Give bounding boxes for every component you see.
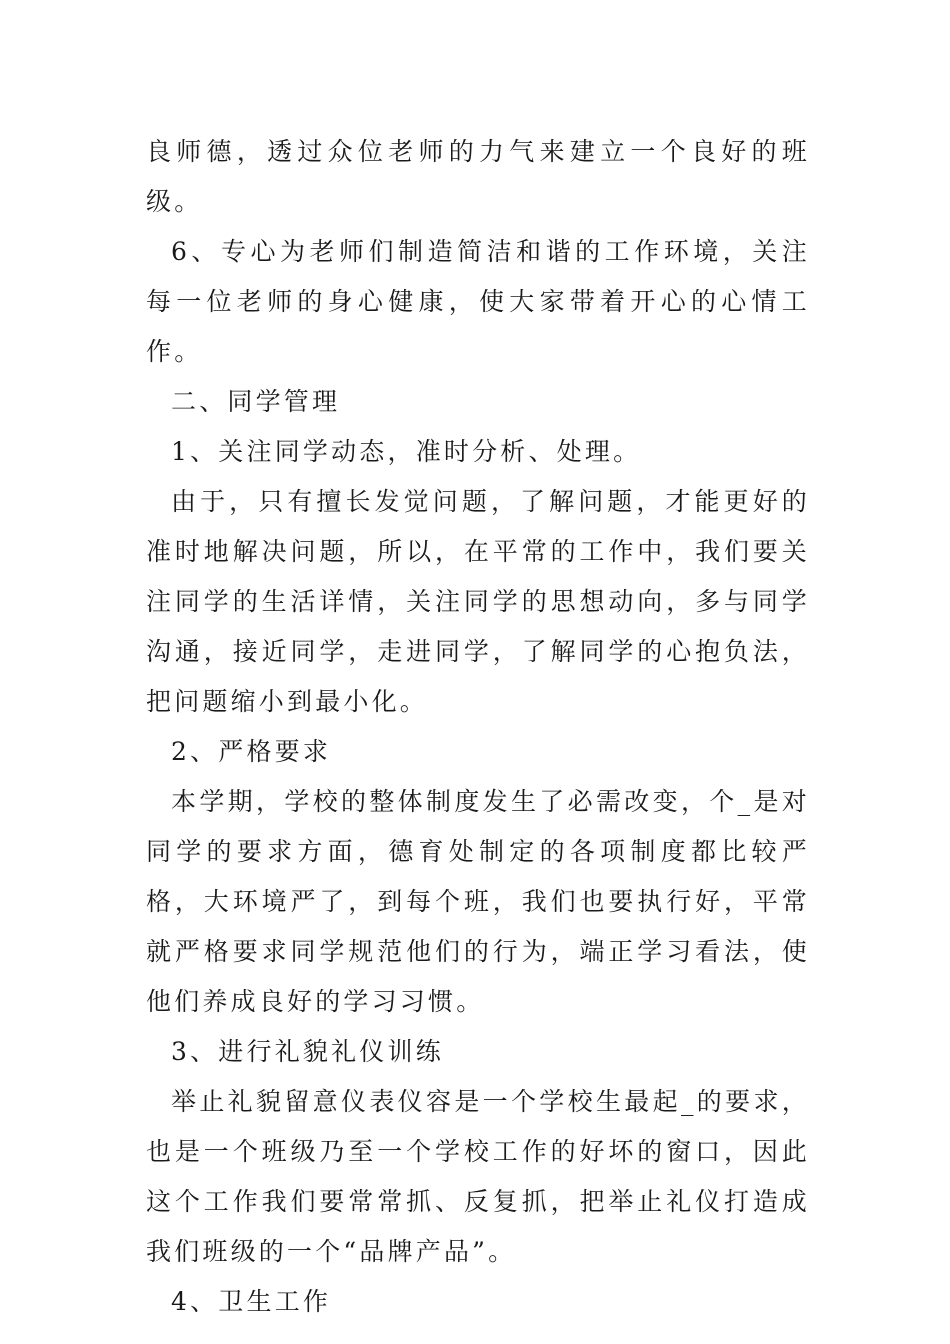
paragraph-body-3: 举止礼貌留意仪表仪容是一个学校生最起_的要求，也是一个班级乃至一个学校工作的好坏的窗口，因此这个工作我们要常常抓、反复抓，把举止礼仪打造成我们班级的一个“品牌产品”。 <box>146 1087 810 1266</box>
paragraph-body-1: 由于，只有擅长发觉问题，了解问题，才能更好的准时地解决问题，所以，在平常的工作中，我们要关注同学的生活详情，关注同学的思想动向，多与同学沟通，接近同学，走进同学，了解同学的心抱负法，把问题缩小到最小化。 <box>146 487 810 716</box>
section-heading-student-management: 二、同学管理 <box>171 387 341 416</box>
subheading-4: 4、卫生工作 <box>171 1287 332 1316</box>
document-page <box>146 127 810 1327</box>
paragraph-body-2: 本学期，学校的整体制度发生了必需改变，个_是对同学的要求方面，德育处制定的各项制度都比较严格，大环境严了，到每个班，我们也要执行好，平常就严格要求同学规范他们的行为，端正学习看法，使他们养成良好的学习习惯。 <box>146 787 810 1016</box>
paragraph-continuation: 良师德，透过众位老师的力气来建立一个良好的班级。 <box>146 137 810 216</box>
paragraph-item-6: 6、专心为老师们制造简洁和谐的工作环境，关注每一位老师的身心健康，使大家带着开心的心情工作。 <box>146 237 810 366</box>
subheading-1: 1、关注同学动态，准时分析、处理。 <box>171 437 642 466</box>
subheading-2: 2、严格要求 <box>171 737 332 766</box>
subheading-3: 3、进行礼貌礼仪训练 <box>171 1037 444 1066</box>
